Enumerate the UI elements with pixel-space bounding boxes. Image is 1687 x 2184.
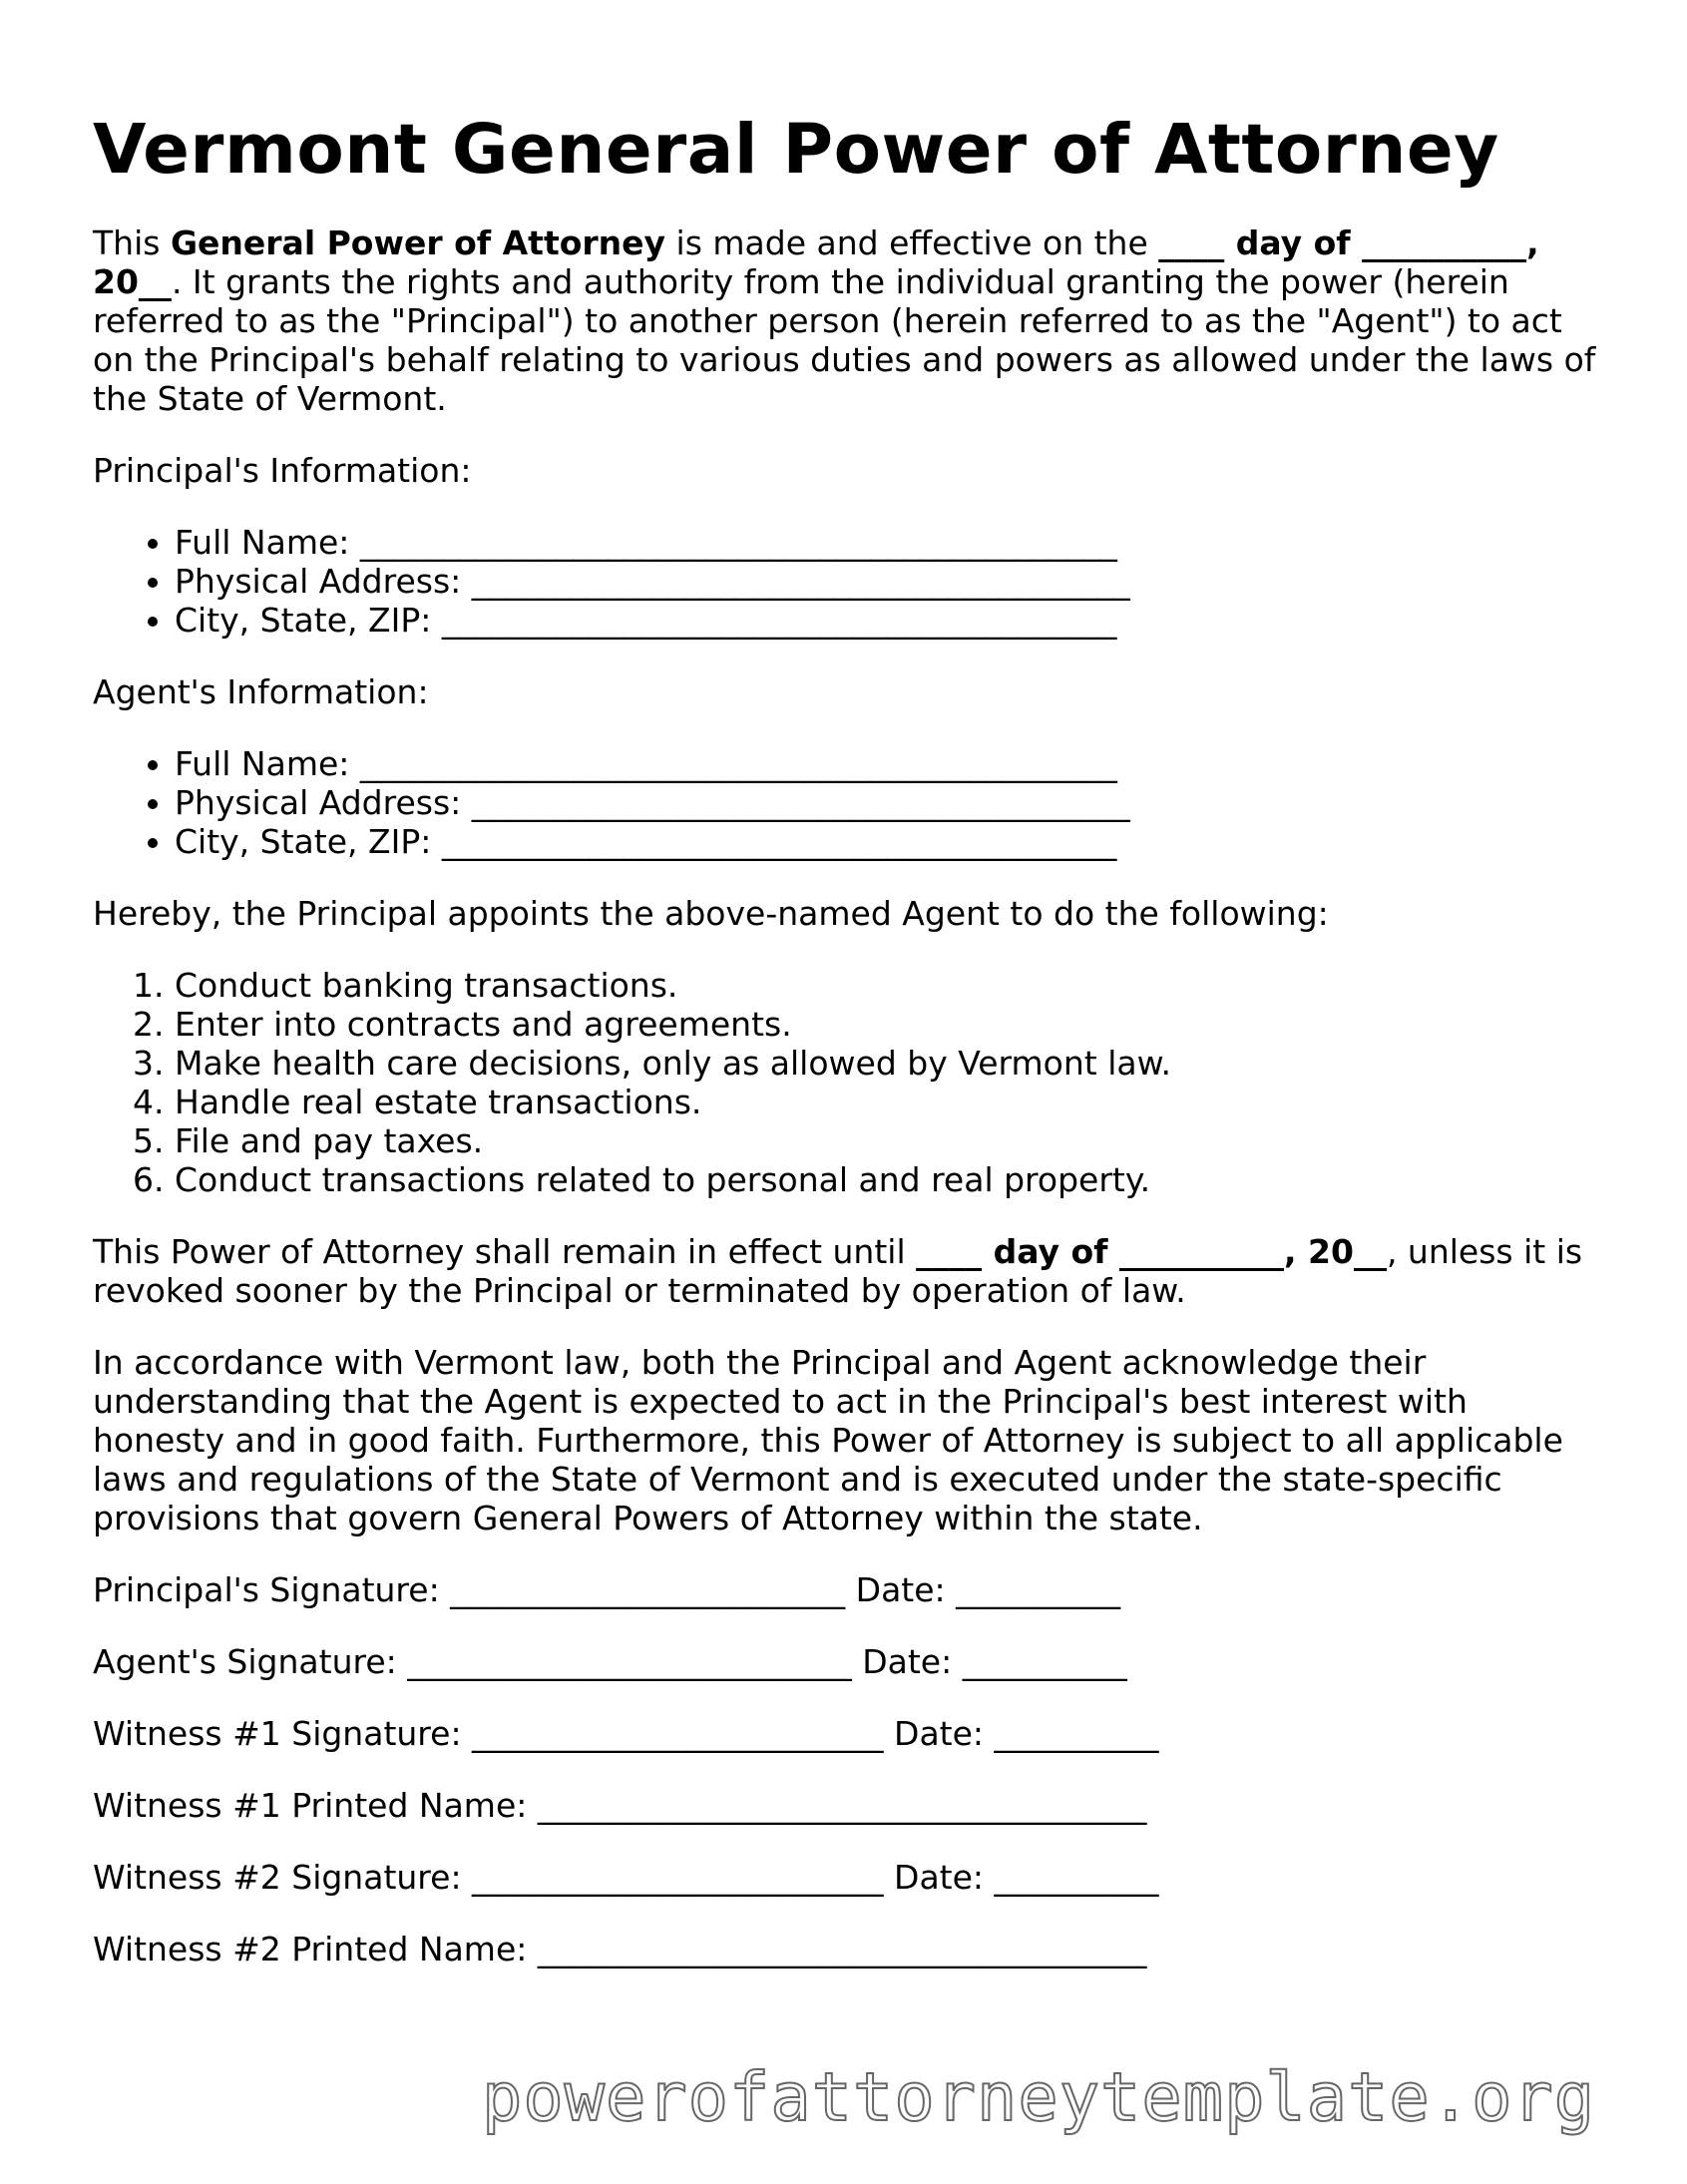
power-item: 6. Conduct transactions related to personal and real property.	[175, 1160, 1609, 1199]
duration-bold-date: ____ day of __________, 20__	[916, 1232, 1387, 1271]
duration-text-2: , unless it is revoked sooner by the Principal or terminated by operation of law.	[93, 1232, 1583, 1310]
power-item: 4. Handle real estate transactions.	[175, 1083, 1609, 1121]
watermark: powerofattorneytemplate.org	[482, 2058, 1596, 2136]
duration-text-1: This Power of Attorney shall remain in effect until	[93, 1232, 917, 1271]
intro-text-3: . It grants the rights and authority from the individual granting the power (herein referred to as the "Principal") to another person (herein referred to as the "Agent") to act on the Principal's behalf relating to various duties and powers as allowed under the laws of the State of Vermont.	[93, 262, 1596, 418]
principal-fields	[93, 523, 1609, 640]
intro-text-1: This	[93, 223, 171, 262]
intro-text-2: is made and effective on the	[665, 223, 1159, 262]
agent-address-field: • Physical Address: ________________________________________	[175, 783, 1609, 822]
agent-heading: Agent's Information:	[93, 672, 429, 711]
principal-signature-line: Principal's Signature: ________________________ Date: __________	[93, 1570, 1121, 1609]
document-page	[93, 110, 1609, 2001]
principal-city-state-zip-field: • City, State, ZIP: _________________________________________	[175, 601, 1609, 640]
power-item: 3. Make health care decisions, only as allowed by Vermont law.	[175, 1044, 1609, 1083]
power-item: 5. File and pay taxes.	[175, 1121, 1609, 1160]
acknowledgement-paragraph: In accordance with Vermont law, both the Principal and Agent acknowledge their understanding that the Agent is expected to act in the Principal's best interest with honesty and in good faith. Furthermore, this Power of Attorney is subject to all applicable laws and regulations of the State of Vermont and is executed under the state-specific provisions that govern General Powers of Attorney within the state.	[93, 1343, 1563, 1537]
principal-address-field: • Physical Address: ________________________________________	[175, 562, 1609, 601]
powers-list	[93, 966, 1609, 1199]
agent-city-state-zip-field: • City, State, ZIP: _________________________________________	[175, 822, 1609, 861]
duration-paragraph	[93, 1232, 1609, 1310]
witness-1-printed-name-line: Witness #1 Printed Name: _____________________________________	[93, 1786, 1147, 1825]
intro-paragraph	[93, 223, 1609, 418]
intro-bold-title: General Power of Attorney	[170, 223, 666, 262]
agent-full-name-field: • Full Name: ______________________________________________	[175, 744, 1609, 783]
principal-full-name-field: • Full Name: ______________________________________________	[175, 523, 1609, 562]
agent-signature-line: Agent's Signature: ___________________________ Date: __________	[93, 1642, 1127, 1681]
agent-fields	[93, 744, 1609, 861]
intro-bold-date: ____ day of __________, 20__	[93, 223, 1539, 301]
witness-2-signature-line: Witness #2 Signature: _________________________ Date: __________	[93, 1858, 1159, 1897]
witness-2-printed-name-line: Witness #2 Printed Name: _____________________________________	[93, 1930, 1147, 1968]
witness-1-signature-line: Witness #1 Signature: _________________________ Date: __________	[93, 1714, 1159, 1753]
document-title: Vermont General Power of Attorney	[93, 110, 1499, 190]
principal-heading: Principal's Information:	[93, 451, 472, 490]
power-item: 1. Conduct banking transactions.	[175, 966, 1609, 1005]
powers-intro: Hereby, the Principal appoints the above-named Agent to do the following:	[93, 894, 1329, 933]
power-item: 2. Enter into contracts and agreements.	[175, 1005, 1609, 1044]
